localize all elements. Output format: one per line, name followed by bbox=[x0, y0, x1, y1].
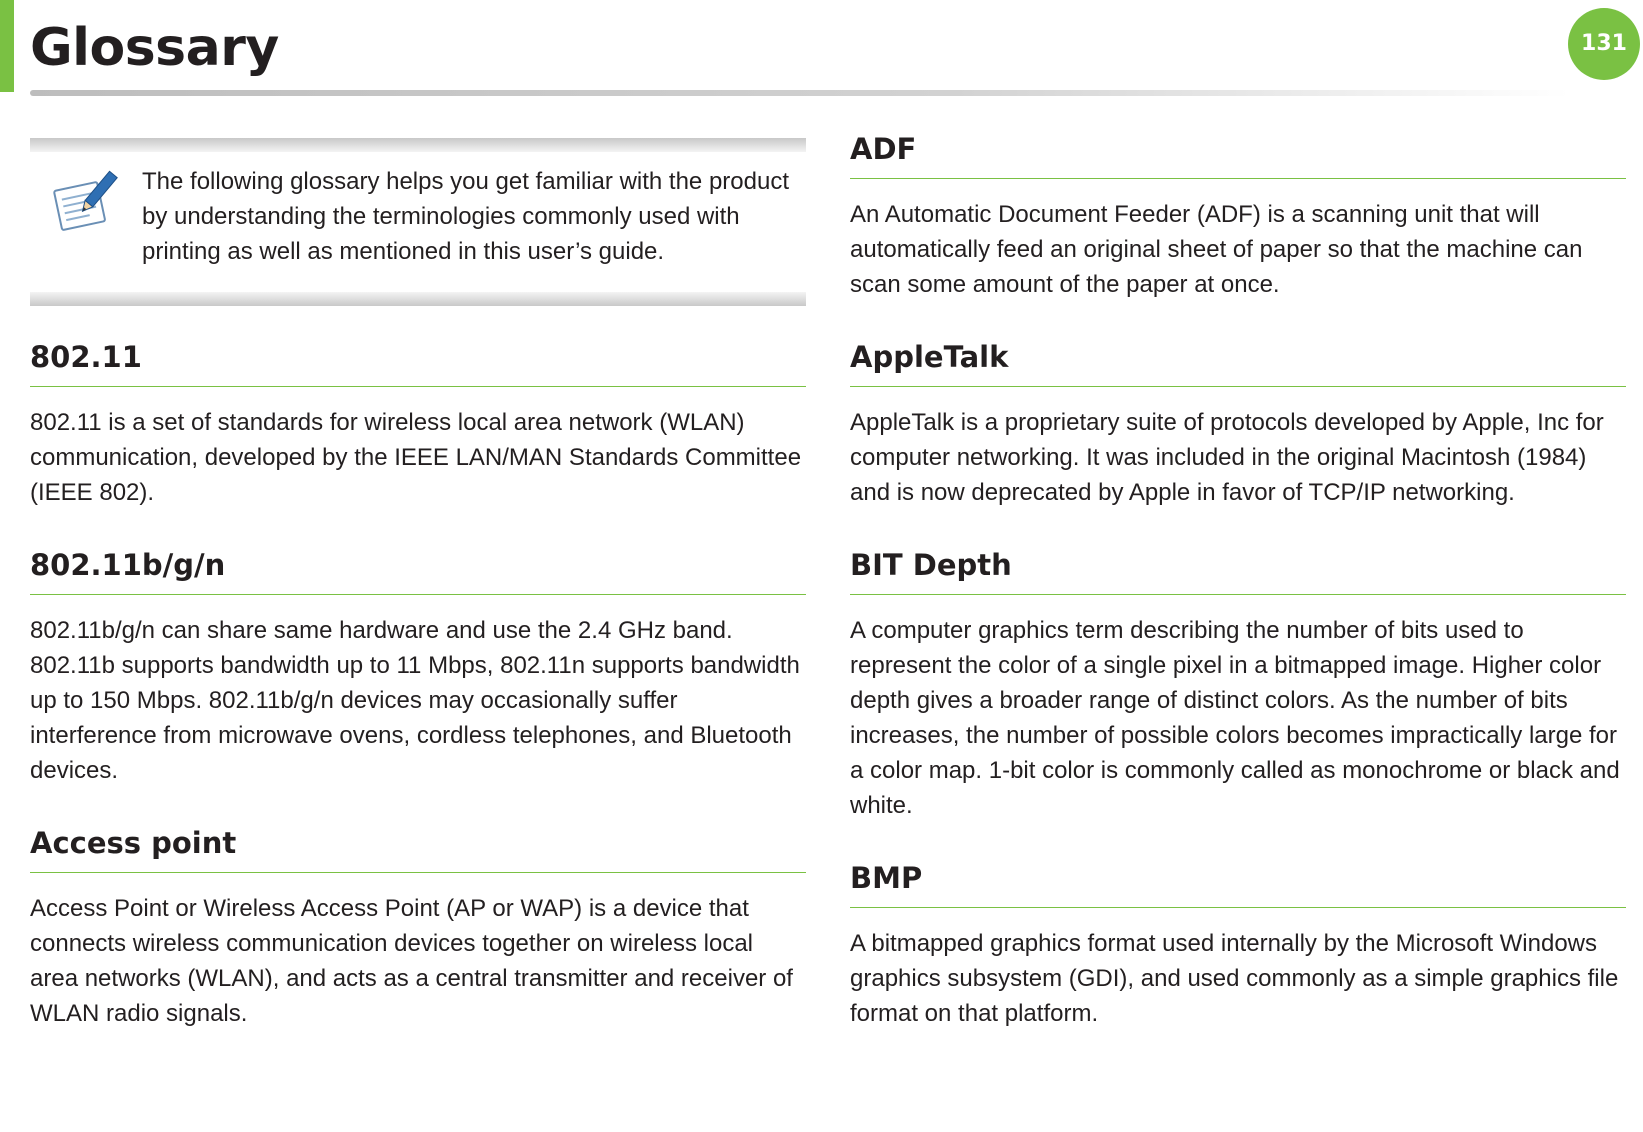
glossary-column-left bbox=[30, 332, 806, 1061]
glossary-term: Access point bbox=[30, 818, 806, 873]
header-accent-bar bbox=[0, 0, 14, 92]
glossary-entry bbox=[850, 540, 1626, 823]
note-box bbox=[30, 138, 806, 306]
note-text: The following glossary helps you get familiar with the product by understanding the terminologies commonly used with printing as well as mentioned in this user’s guide. bbox=[142, 168, 789, 265]
glossary-term: AppleTalk bbox=[850, 332, 1626, 387]
glossary-term: 802.11 bbox=[30, 332, 806, 387]
page-title: Glossary bbox=[30, 18, 279, 78]
glossary-definition: A computer graphics term describing the number of bits used to represent the color of a single pixel in a bitmapped image. Higher color depth gives a broader range of distinct colors. As the number of bits increases, the number of possible colors becomes impractically large for a color map. 1-bit color is commonly called as monochrome or black and white. bbox=[850, 617, 1620, 819]
glossary-definition: AppleTalk is a proprietary suite of protocols developed by Apple, Inc for computer networking. It was included in the original Macintosh (1984) and is now deprecated by Apple in favor of TCP/IP networking. bbox=[850, 409, 1604, 506]
glossary-term: BIT Depth bbox=[850, 540, 1626, 595]
glossary-entry bbox=[850, 124, 1626, 302]
glossary-term: 802.11b/g/n bbox=[30, 540, 806, 595]
glossary-entry bbox=[30, 818, 806, 1031]
glossary-term: BMP bbox=[850, 853, 1626, 908]
glossary-entry bbox=[30, 540, 806, 788]
glossary-term: ADF bbox=[850, 124, 1626, 179]
glossary-definition: A bitmapped graphics format used internally by the Microsoft Windows graphics subsystem (GDI), and used commonly as a simple graphics file format on that platform. bbox=[850, 930, 1619, 1027]
page-number-badge: 131 bbox=[1568, 8, 1640, 80]
note-top-band bbox=[30, 138, 806, 152]
glossary-column-right bbox=[850, 124, 1626, 1061]
glossary-entry bbox=[30, 332, 806, 510]
note-bottom-band bbox=[30, 292, 806, 306]
header-divider bbox=[30, 90, 1570, 96]
note-pencil-icon bbox=[50, 168, 120, 234]
glossary-definition: 802.11 is a set of standards for wireless local area network (WLAN) communication, developed by the IEEE LAN/MAN Standards Committee (IEEE 802). bbox=[30, 409, 802, 506]
glossary-entry bbox=[850, 853, 1626, 1031]
glossary-entry bbox=[850, 332, 1626, 510]
glossary-definition: An Automatic Document Feeder (ADF) is a scanning unit that will automatically feed an original sheet of paper so that the machine can scan some amount of the paper at once. bbox=[850, 201, 1583, 298]
glossary-definition: 802.11b/g/n can share same hardware and use the 2.4 GHz band. 802.11b supports bandwidth up to 11 Mbps, 802.11n supports bandwidth up to 150 Mbps. 802.11b/g/n devices may occasionally suffer interference from microwave ovens, cordless telephones, and Bluetooth devices. bbox=[30, 617, 800, 784]
glossary-definition: Access Point or Wireless Access Point (AP or WAP) is a device that connects wireless communication devices together on wireless local area networks (WLAN), and acts as a central transmitter and receiver of WLAN radio signals. bbox=[30, 895, 793, 1027]
